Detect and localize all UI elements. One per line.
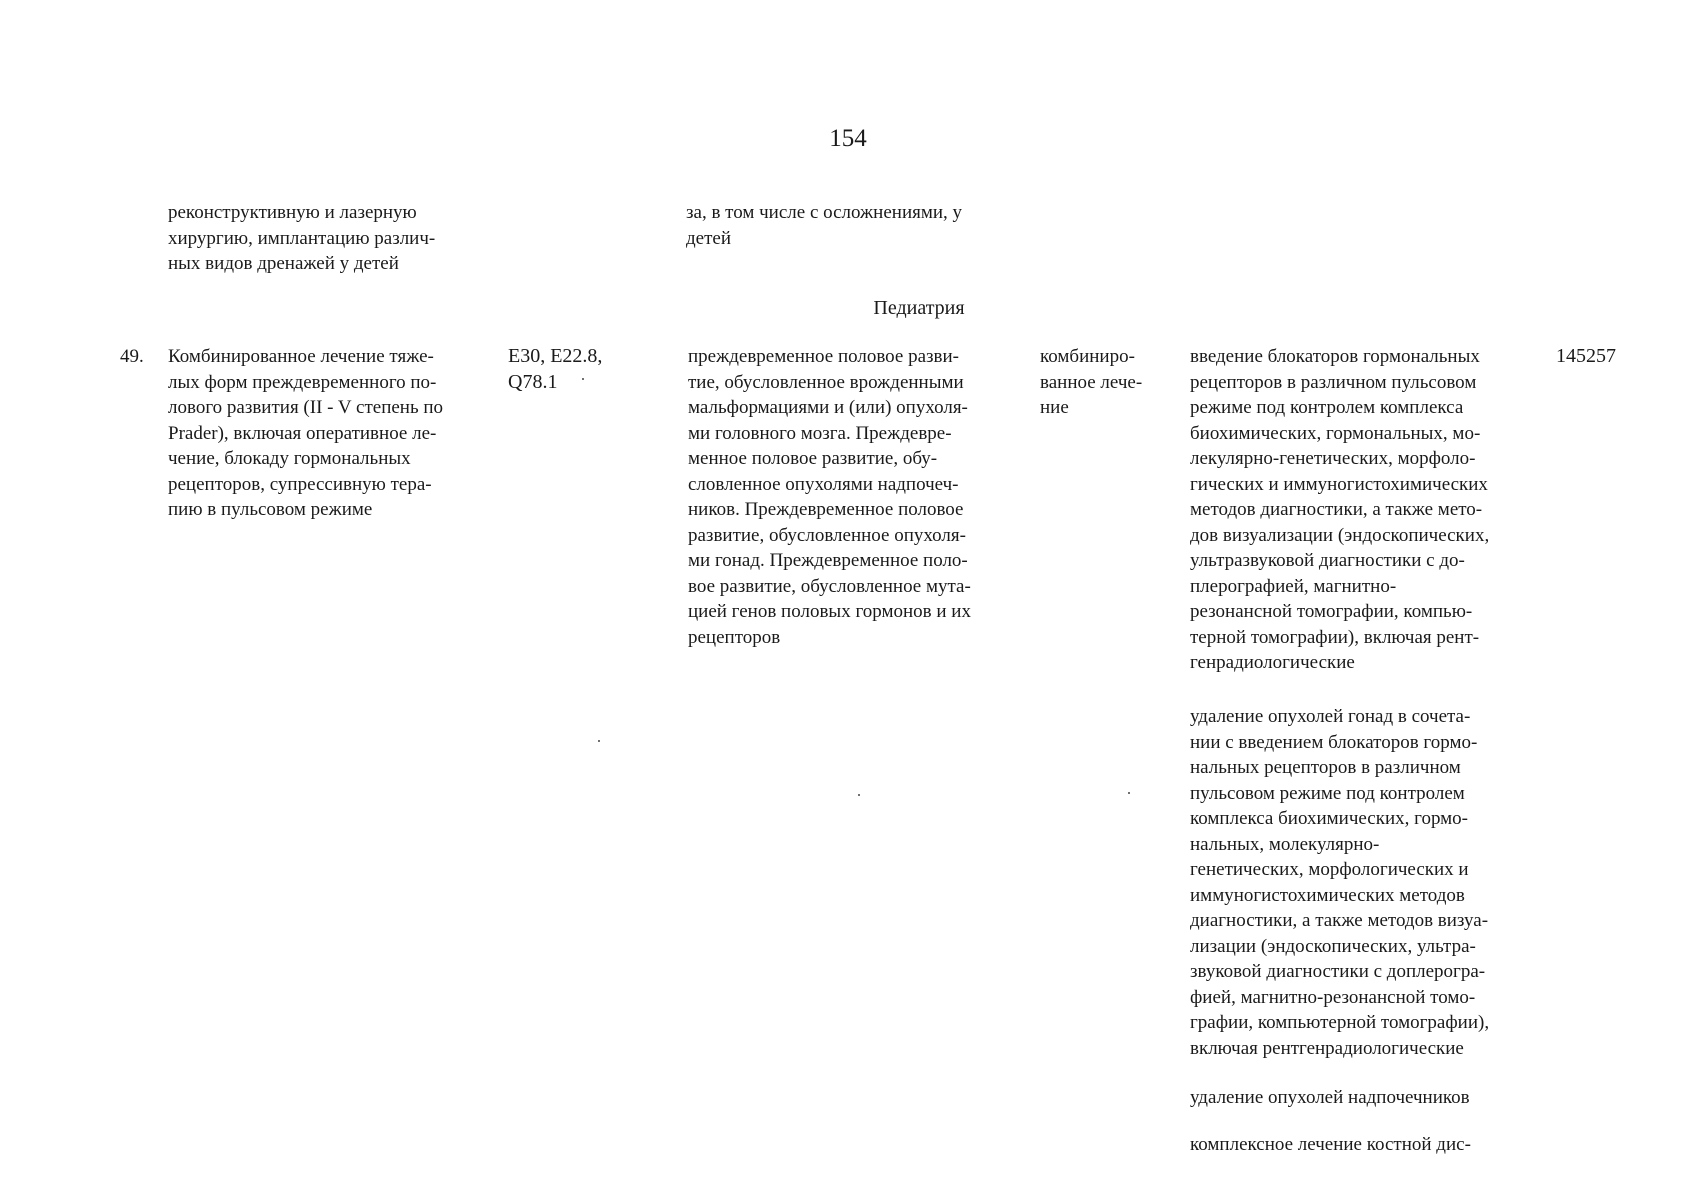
text-line: хирургию, имплантацию различ- — [168, 227, 436, 249]
text-line: реконструктивную и лазерную — [168, 202, 417, 223]
text-line: комплексное лечение костной дис- — [1190, 1134, 1471, 1155]
text-line: пию в пульсовом режиме — [168, 499, 373, 520]
text-line: включая рентгенрадиологические — [1190, 1037, 1464, 1059]
row-name-cell — [168, 344, 443, 523]
text-line: биохимических, гормональных, мо- — [1190, 422, 1481, 444]
text-line: цией генов половых гормонов и их — [688, 601, 971, 622]
text-line: лых форм преждевременного по- — [168, 371, 437, 393]
text-line: ников. Преждевременное половое — [688, 499, 964, 520]
text-line: Prader), включая оперативное ле- — [168, 422, 437, 444]
text-line: Комбинированное лечение тяже- — [168, 346, 434, 367]
text-line: Q78.1 — [508, 370, 558, 393]
text-line: за, в том числе с осложнениями, у — [686, 202, 963, 223]
text-line: терной томографии), включая рент- — [1190, 626, 1480, 648]
text-line: рецепторов, супрессивную тера- — [168, 473, 432, 495]
scan-speck — [582, 378, 584, 380]
row-number: 49. — [120, 346, 144, 367]
text-line: нальных рецепторов в различном — [1190, 757, 1461, 778]
text-line: ультразвуковой диагностики с до- — [1190, 550, 1465, 571]
method-block — [1190, 344, 1489, 676]
scan-speck — [598, 740, 600, 742]
text-line: диагностики, а также методов визуа- — [1190, 910, 1489, 931]
method-block — [1190, 1132, 1471, 1158]
text-line: фией, магнитно-резонансной томо- — [1190, 986, 1476, 1008]
text-line: дов визуализации (эндоскопических, — [1190, 524, 1490, 546]
scan-speck — [858, 794, 860, 796]
text-line: E30, E22.8, — [508, 345, 603, 367]
text-line: графии, компьютерной томографии), — [1190, 1012, 1490, 1033]
text-line: методов диагностики, а также мето- — [1190, 499, 1483, 520]
method-block — [1190, 1085, 1470, 1111]
text-line: пульсовом режиме под контролем — [1190, 782, 1465, 804]
text-line: преждевременное половое разви- — [688, 346, 960, 367]
text-line: ми гонад. Преждевременное поло- — [688, 550, 968, 571]
row-codes-cell — [508, 344, 602, 395]
text-line: комбиниро- — [1040, 346, 1135, 367]
text-line: ных видов дренажей у детей — [168, 253, 399, 274]
text-line: плерографией, магнитно- — [1190, 575, 1397, 597]
row-model-cell — [688, 344, 971, 650]
text-line: иммуногистохимических методов — [1190, 884, 1465, 906]
text-line: удаление опухолей гонад в сочета- — [1190, 706, 1471, 727]
text-line: лизации (эндоскопических, ультра- — [1190, 935, 1476, 957]
page-number: 154 — [829, 125, 867, 152]
text-line: рецепторов — [688, 626, 781, 648]
text-line: резонансной томографии, компью- — [1190, 601, 1473, 622]
text-line: развитие, обусловленное опухоля- — [688, 524, 966, 546]
text-line: комплекса биохимических, гормо- — [1190, 808, 1469, 829]
text-line: генетических, морфологических и — [1190, 859, 1469, 880]
text-line: гических и иммуногистохимических — [1190, 473, 1488, 495]
text-line: лекулярно-генетических, морфоло- — [1190, 448, 1476, 469]
text-line: ми головного мозга. Преждевре- — [688, 422, 952, 444]
text-line: генрадиологические — [1190, 652, 1355, 673]
text-line: удаление опухолей надпочечников — [1190, 1087, 1470, 1108]
text-line: нии с введением блокаторов гормо- — [1190, 731, 1478, 753]
row-cost: 145257 — [1556, 345, 1616, 367]
row-treatment-type-cell — [1040, 344, 1142, 421]
text-line: вое развитие, обусловленное мута- — [688, 575, 971, 597]
text-line: введение блокаторов гормональных — [1190, 346, 1480, 367]
text-line: ванное лече- — [1040, 371, 1143, 393]
continuation-name-cell — [168, 200, 435, 277]
method-block — [1190, 704, 1489, 1061]
scan-speck — [1128, 792, 1130, 794]
text-line: мальформациями и (или) опухоля- — [688, 397, 968, 418]
text-line: нальных, молекулярно- — [1190, 833, 1380, 855]
text-line: тие, обусловленное врожденными — [688, 371, 964, 393]
continuation-model-cell — [686, 200, 962, 251]
text-line: детей — [686, 227, 732, 249]
text-line: словленное опухолями надпочеч- — [688, 473, 959, 495]
text-line: менное половое развитие, обу- — [688, 448, 938, 469]
text-line: лового развития (II - V степень по — [168, 397, 444, 418]
text-line: режиме под контролем комплекса — [1190, 397, 1464, 418]
text-line: чение, блокаду гормональных — [168, 448, 411, 469]
text-line: ние — [1040, 397, 1069, 418]
text-line: звуковой диагностики с доплерогра- — [1190, 961, 1486, 982]
text-line: рецепторов в различном пульсовом — [1190, 371, 1477, 393]
section-title: Педиатрия — [873, 297, 965, 319]
